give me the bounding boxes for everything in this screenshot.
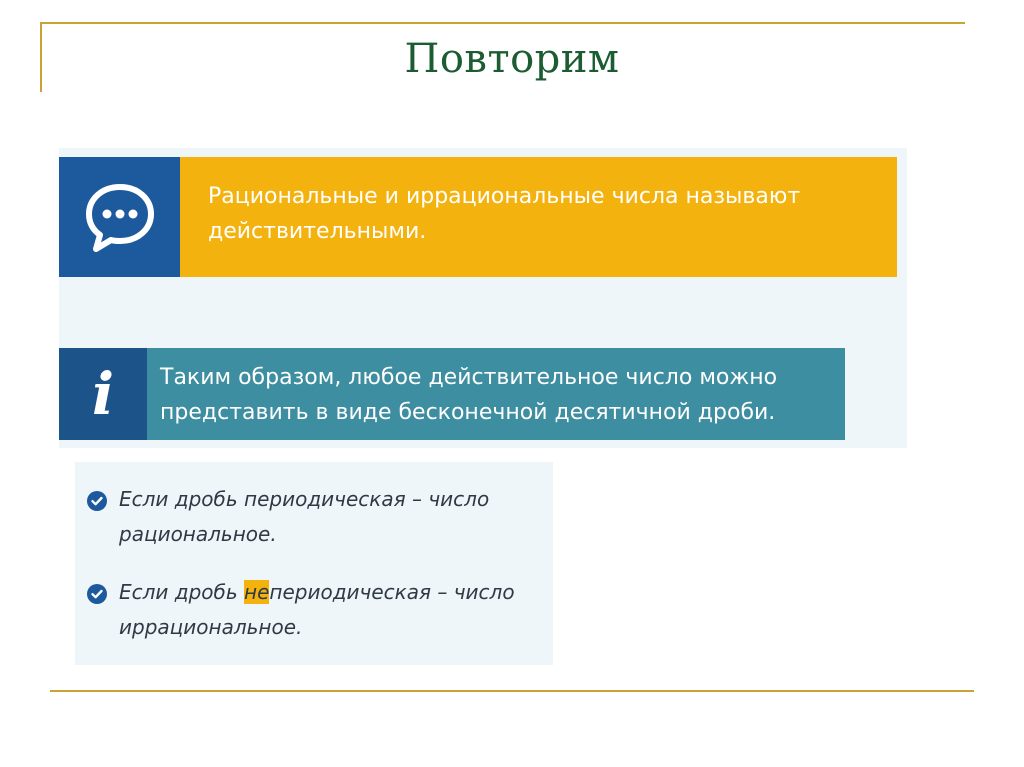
info-text: Таким образом, любое действительное число можно представить в виде бесконечной десятичной дроби. bbox=[160, 365, 778, 425]
info-callout bbox=[59, 348, 845, 440]
info-icon-box bbox=[59, 348, 147, 440]
slide-title: Повторим bbox=[404, 36, 620, 82]
list-item bbox=[87, 482, 547, 552]
frame-bottom-line bbox=[50, 690, 974, 692]
list-item bbox=[87, 575, 547, 645]
list-item-text: Если дробь периодическая – число рациональное. bbox=[119, 487, 490, 546]
rules-list bbox=[75, 462, 553, 665]
list-item-text bbox=[87, 575, 547, 645]
check-circle-icon bbox=[87, 491, 107, 511]
list-item-prefix: Если дробь bbox=[119, 580, 245, 604]
definition-callout bbox=[59, 157, 897, 277]
list-item-suffix: периодическая – число иррациональное. bbox=[119, 580, 515, 639]
info-icon: i bbox=[91, 360, 115, 428]
check-circle-icon bbox=[87, 584, 107, 604]
definition-text: Рациональные и иррациональные числа называют действительными. bbox=[208, 184, 801, 244]
frame-top-line bbox=[40, 22, 965, 24]
definition-icon-box bbox=[59, 157, 180, 277]
highlighted-negation: не bbox=[244, 580, 270, 604]
speech-bubble-icon bbox=[82, 179, 158, 255]
